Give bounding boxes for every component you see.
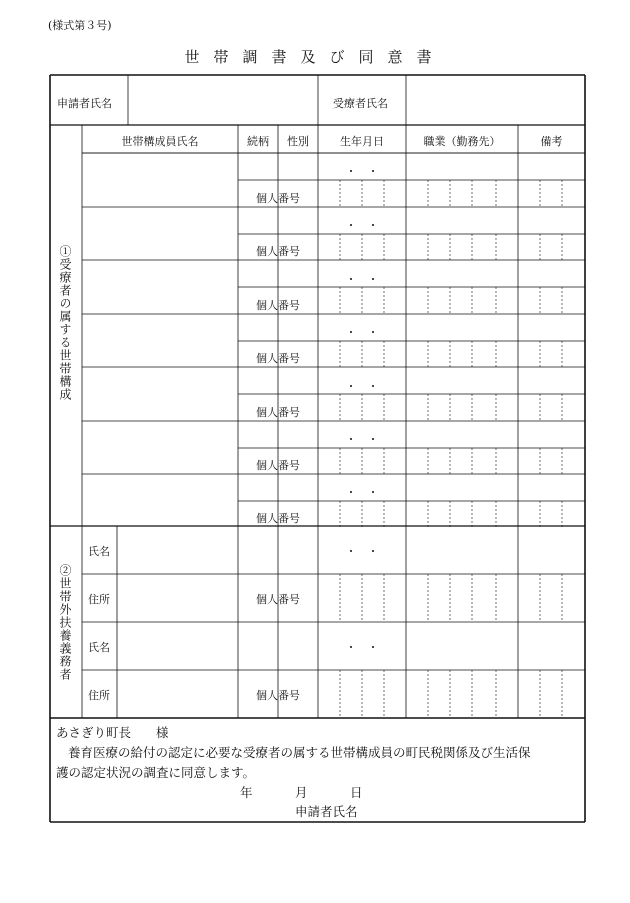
consent-body-line1: 養育医療の給付の認定に必要な受療者の属する世帯構成員の町民税関係及び生活保: [68, 745, 531, 760]
obligor1-name-label: 氏名: [88, 545, 110, 558]
personal-number-label: 個人番号: [256, 245, 300, 258]
col-gender: 性別: [287, 135, 309, 148]
personal-number-label: 個人番号: [256, 512, 300, 525]
col-member-name: 世帯構成員氏名: [121, 135, 199, 148]
applicant-name-label: 申請者氏名: [57, 97, 112, 110]
obligor2-name-label: 氏名: [88, 641, 110, 654]
section2-label: ②世帯外扶養義務者: [58, 564, 72, 681]
birth-dots: ・ ・: [345, 433, 379, 446]
personal-number-label: 個人番号: [256, 459, 300, 472]
form-number: (様式第３号): [48, 19, 112, 32]
personal-number-label: 個人番号: [256, 192, 300, 205]
document-title: 世帯調書及び同意書: [184, 48, 446, 66]
consent-date-day: 日: [350, 785, 363, 800]
consent-addressee: あさぎり町長 様: [56, 725, 169, 740]
section1-label: ①受療者の属する世帯構成: [58, 245, 72, 401]
col-birthdate: 生年月日: [340, 135, 384, 148]
obligor1-address-label: 住所: [88, 593, 110, 606]
consent-date-year: 年: [240, 785, 253, 800]
consent-signature-label: 申請者氏名: [295, 804, 358, 819]
birth-dots: ・ ・: [345, 273, 379, 286]
consent-signature-field[interactable]: [365, 798, 580, 818]
birth-dots: ・ ・: [345, 219, 379, 232]
birth-dots: ・ ・: [345, 545, 379, 558]
birth-dots: ・ ・: [345, 486, 379, 499]
consent-body-line2: 護の認定状況の調査に同意します。: [56, 765, 256, 780]
col-relationship: 続柄: [247, 135, 269, 148]
consent-date-month: 月: [295, 785, 308, 800]
personal-number-label: 個人番号: [256, 689, 300, 702]
applicant-name-field[interactable]: [128, 76, 318, 124]
col-remarks: 備考: [540, 135, 563, 148]
patient-name-label: 受療者氏名: [333, 97, 388, 110]
col-occupation: 職業（勤務先）: [423, 135, 501, 148]
birth-dots: ・ ・: [345, 380, 379, 393]
personal-number-label: 個人番号: [256, 299, 300, 312]
patient-name-field[interactable]: [406, 76, 584, 124]
obligor2-address-label: 住所: [88, 689, 110, 702]
birth-dots: ・ ・: [345, 326, 379, 339]
personal-number-label: 個人番号: [256, 352, 300, 365]
birth-dots: ・ ・: [345, 165, 379, 178]
personal-number-label: 個人番号: [256, 593, 300, 606]
birth-dots: ・ ・: [345, 641, 379, 654]
personal-number-label: 個人番号: [256, 406, 300, 419]
